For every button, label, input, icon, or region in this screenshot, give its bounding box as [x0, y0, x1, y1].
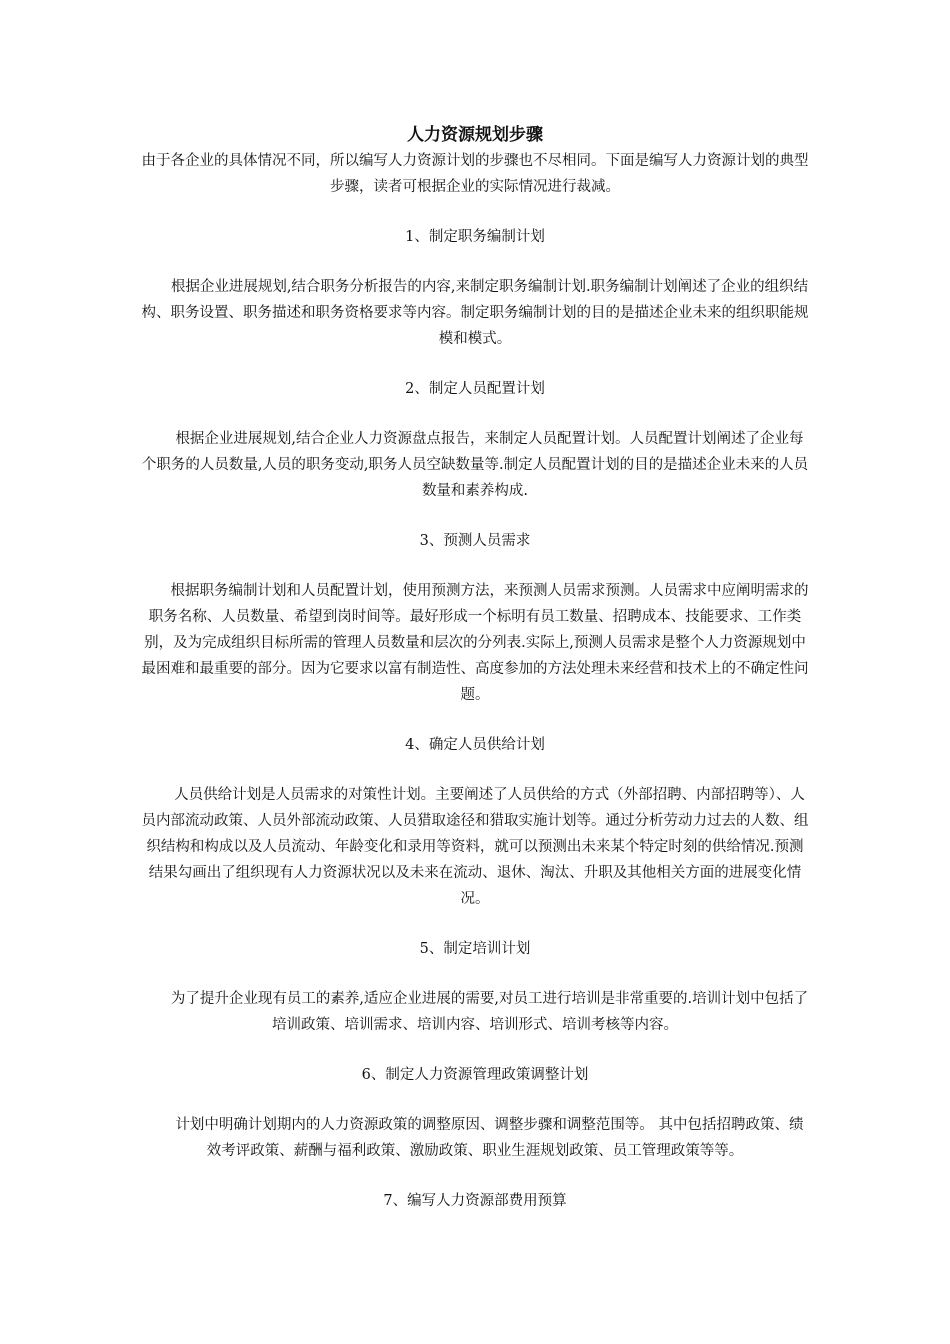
section-heading-4: 4、确定人员供给计划	[405, 737, 545, 753]
section-body-4: 人员供给计划是人员需求的对策性计划。主要阐述了人员供给的方式（外部招聘、内部招聘等）、人员内部流动政策、人员外部流动政策、人员猎取途径和猎取实施计划等。通过分析劳动力过去的人数、组织结构和构成以及人员流动、年龄变化和录用等资料，就可以预测出未来某个特定时刻的供给情况.预测结果勾画出了组织现有人力资源状况以及未来在流动、退休、淘汰、升职及其他相关方面的进展变化情况。	[141, 787, 809, 907]
section-heading-1: 1、制定职务编制计划	[405, 229, 545, 245]
section-body-2: 根据企业进展规划,结合企业人力资源盘点报告，来制定人员配置计划。人员配置计划阐述了企业每个职务的人员数量,人员的职务变动,职务人员空缺数量等.制定人员配置计划的目的是描述企业未来的人员数量和素养构成.	[141, 431, 809, 499]
section-heading-6: 6、制定人力资源管理政策调整计划	[361, 1067, 589, 1083]
intro-paragraph: 由于各企业的具体情况不同，所以编写人力资源计划的步骤也不尽相同。下面是编写人力资源计划的典型步骤，读者可根据企业的实际情况进行裁减。	[141, 153, 809, 195]
section-body-6: 计划中明确计划期内的人力资源政策的调整原因、调整步骤和调整范围等。 其中包括招聘政策、绩效考评政策、薪酬与福利政策、激励政策、职业生涯规划政策、员工管理政策等等。	[175, 1117, 804, 1159]
section-body-1: 根据企业进展规划,结合职务分析报告的内容,来制定职务编制计划.职务编制计划阐述了企业的组织结构、职务设置、职务描述和职务资格要求等内容。制定职务编制计划的目的是描述企业未来的组织职能规模和模式。	[141, 279, 809, 347]
document-title: 人力资源规划步骤	[407, 125, 543, 145]
section-heading-3: 3、预测人员需求	[419, 533, 531, 549]
document-content	[140, 122, 810, 1238]
section-heading-5: 5、制定培训计划	[419, 941, 531, 957]
section-body-5: 为了提升企业现有员工的素养,适应企业进展的需要,对员工进行培训是非常重要的.培训计划中包括了培训政策、培训需求、培训内容、培训形式、培训考核等内容。	[170, 991, 809, 1033]
section-body-3: 根据职务编制计划和人员配置计划，使用预测方法，来预测人员需求预测。人员需求中应阐明需求的职务名称、人员数量、希望到岗时间等。最好形成一个标明有员工数量、招聘成本、技能要求、工作类别，及为完成组织目标所需的管理人员数量和层次的分列表.实际上,预测人员需求是整个人力资源规划中最困难和最重要的部分。因为它要求以富有制造性、高度参加的方法处理未来经营和技术上的不确定性问题。	[141, 583, 809, 703]
section-heading-7: 7、编写人力资源部费用预算	[383, 1193, 567, 1209]
section-heading-2: 2、制定人员配置计划	[405, 381, 545, 397]
